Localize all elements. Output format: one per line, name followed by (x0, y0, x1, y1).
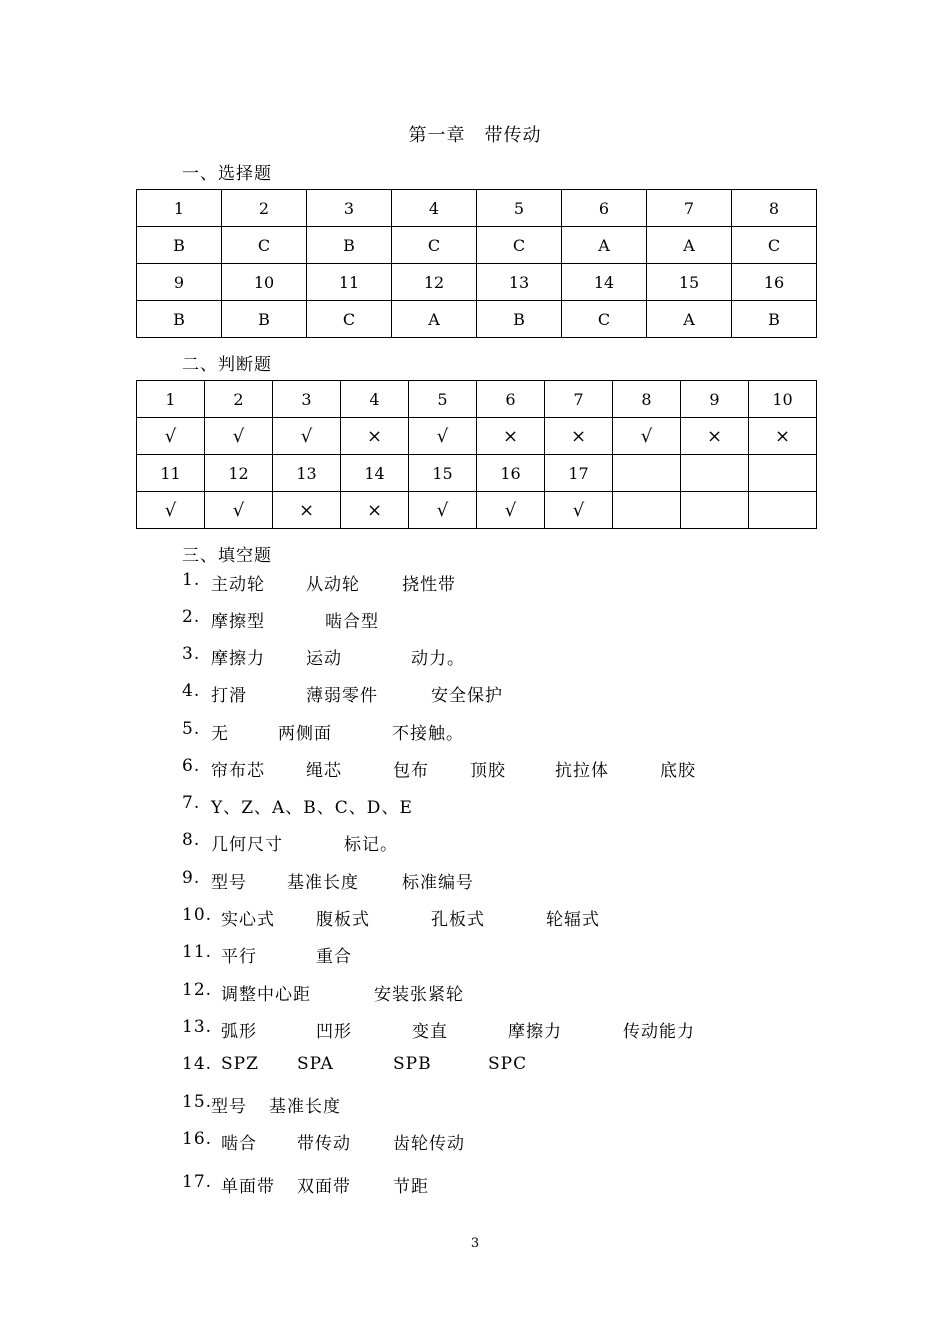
question-number-cell: 2 (205, 381, 273, 418)
answer-cell: B (732, 301, 817, 338)
fill-in-answer-text: Y、Z、A、B、C、D、E (211, 798, 413, 818)
answer-cell (681, 492, 749, 529)
table-row (137, 301, 817, 338)
question-number-cell: 1 (137, 381, 205, 418)
fill-in-item-number: 4. (182, 681, 201, 701)
answer-cell: C (477, 227, 562, 264)
question-number-cell: 11 (137, 455, 205, 492)
answer-cell: C (392, 227, 477, 264)
answer-cell: √ (137, 418, 205, 455)
fill-in-item-number: 10. (182, 905, 213, 925)
question-number-cell: 7 (647, 190, 732, 227)
section-heading-judge: 二、判断题 (182, 355, 272, 375)
answer-cell: A (392, 301, 477, 338)
fill-in-answer-text: 打滑 (211, 686, 247, 706)
answer-cell: B (477, 301, 562, 338)
fill-in-answer-text: 啮合型 (325, 612, 379, 632)
question-number-cell: 16 (732, 264, 817, 301)
page-number: 3 (470, 1236, 480, 1251)
answer-cell: √ (409, 418, 477, 455)
fill-in-answer-text: 帘布芯 (211, 761, 265, 781)
answer-cell: C (562, 301, 647, 338)
question-number-cell: 12 (392, 264, 477, 301)
table-row (137, 227, 817, 264)
fill-in-answer-text: 变直 (412, 1022, 448, 1042)
fill-in-answer-text: SPA (297, 1054, 334, 1074)
answer-cell: A (647, 301, 732, 338)
fill-in-answer-text: 抗拉体 (555, 761, 609, 781)
fill-in-item-number: 14. (182, 1054, 213, 1074)
table-row (137, 492, 817, 529)
question-number-cell: 3 (307, 190, 392, 227)
question-number-cell (613, 455, 681, 492)
question-number-cell: 13 (273, 455, 341, 492)
fill-in-item-number: 8. (182, 830, 201, 850)
fill-in-answer-text: 运动 (306, 649, 342, 669)
fill-in-answer-text: 重合 (316, 947, 352, 967)
fill-in-item-number: 17. (182, 1172, 213, 1192)
fill-in-answer-text: 包布 (393, 761, 429, 781)
answer-cell: B (137, 301, 222, 338)
answer-cell (749, 492, 817, 529)
answer-cell: B (307, 227, 392, 264)
fill-in-answer-text: 摩擦力 (508, 1022, 562, 1042)
fill-in-answer-text: 无 (211, 724, 229, 744)
answer-cell: √ (273, 418, 341, 455)
question-number-cell: 10 (749, 381, 817, 418)
question-number-cell: 15 (647, 264, 732, 301)
fill-in-answer-text: 腹板式 (316, 910, 370, 930)
fill-in-answer-text: 孔板式 (431, 910, 485, 930)
answer-cell: × (477, 418, 545, 455)
section-heading-choice: 一、选择题 (182, 164, 272, 184)
answer-cell: √ (205, 492, 273, 529)
table-row (137, 418, 817, 455)
question-number-cell: 4 (392, 190, 477, 227)
fill-in-answer-text: 型号 (211, 1097, 247, 1117)
fill-in-item-number: 2. (182, 607, 201, 627)
answer-cell (613, 492, 681, 529)
fill-in-answer-text: 薄弱零件 (306, 686, 378, 706)
question-number-cell: 6 (562, 190, 647, 227)
fill-in-answer-text: 型号 (211, 873, 247, 893)
answer-cell: B (137, 227, 222, 264)
table-row (137, 381, 817, 418)
question-number-cell: 15 (409, 455, 477, 492)
fill-in-answer-text: 两侧面 (278, 724, 332, 744)
fill-in-answer-text: 绳芯 (306, 761, 342, 781)
fill-in-item-number: 12. (182, 980, 213, 1000)
answer-cell: √ (137, 492, 205, 529)
question-number-cell: 8 (613, 381, 681, 418)
question-number-cell: 9 (137, 264, 222, 301)
fill-in-item-number: 9. (182, 868, 201, 888)
question-number-cell: 13 (477, 264, 562, 301)
fill-in-answer-text: 顶胶 (470, 761, 506, 781)
fill-in-answer-text: 传动能力 (623, 1022, 695, 1042)
fill-in-answer-text: 弧形 (221, 1022, 257, 1042)
answer-cell: C (732, 227, 817, 264)
section-heading-fill: 三、填空题 (182, 546, 272, 566)
question-number-cell: 5 (409, 381, 477, 418)
answer-cell: B (222, 301, 307, 338)
answer-cell: A (562, 227, 647, 264)
question-number-cell (681, 455, 749, 492)
choice-answer-table (136, 189, 817, 338)
answer-cell: C (307, 301, 392, 338)
question-number-cell: 16 (477, 455, 545, 492)
answer-cell: × (681, 418, 749, 455)
fill-in-item-number: 16. (182, 1129, 213, 1149)
fill-in-answer-text: 节距 (393, 1177, 429, 1197)
answer-cell: × (341, 418, 409, 455)
answer-cell: √ (613, 418, 681, 455)
answer-cell: × (545, 418, 613, 455)
answer-cell: √ (409, 492, 477, 529)
answer-cell: C (222, 227, 307, 264)
question-number-cell: 3 (273, 381, 341, 418)
fill-in-item-number: 5. (182, 719, 201, 739)
fill-in-item-number: 15. (182, 1092, 213, 1112)
fill-in-answer-text: SPC (488, 1054, 528, 1074)
fill-in-answer-text: 几何尺寸 (211, 835, 283, 855)
fill-in-answer-text: 不接触。 (392, 724, 464, 744)
chapter-title: 第一章 带传动 (408, 125, 542, 146)
fill-in-item-number: 1. (182, 570, 201, 590)
question-number-cell: 10 (222, 264, 307, 301)
table-row (137, 264, 817, 301)
question-number-cell: 11 (307, 264, 392, 301)
question-number-cell: 5 (477, 190, 562, 227)
fill-in-answer-text: 齿轮传动 (393, 1134, 465, 1154)
fill-in-answer-text: 带传动 (297, 1134, 351, 1154)
table-row (137, 190, 817, 227)
fill-in-answer-text: 平行 (221, 947, 257, 967)
judge-answer-table (136, 380, 817, 529)
fill-in-answer-text: 基准长度 (287, 873, 359, 893)
question-number-cell: 14 (562, 264, 647, 301)
question-number-cell: 6 (477, 381, 545, 418)
fill-in-answer-text: 从动轮 (306, 575, 360, 595)
fill-in-answer-text: 安全保护 (431, 686, 503, 706)
fill-in-answer-text: 摩擦型 (211, 612, 265, 632)
fill-in-answer-text: 挠性带 (402, 575, 456, 595)
answer-cell: A (647, 227, 732, 264)
fill-in-answer-text: 双面带 (297, 1177, 351, 1197)
answer-cell: √ (205, 418, 273, 455)
question-number-cell: 8 (732, 190, 817, 227)
fill-in-answer-text: 啮合 (221, 1134, 257, 1154)
question-number-cell: 2 (222, 190, 307, 227)
question-number-cell: 7 (545, 381, 613, 418)
fill-in-answer-text: 调整中心距 (221, 985, 311, 1005)
fill-in-answer-text: SPZ (221, 1054, 259, 1074)
fill-in-answer-text: 主动轮 (211, 575, 265, 595)
fill-in-answer-text: 基准长度 (269, 1097, 341, 1117)
fill-in-item-number: 11. (182, 942, 213, 962)
fill-in-answer-text: 安装张紧轮 (374, 985, 464, 1005)
answer-cell: × (749, 418, 817, 455)
fill-in-answer-text: 摩擦力 (211, 649, 265, 669)
fill-in-answer-text: 动力。 (411, 649, 465, 669)
fill-in-answer-text: 标准编号 (402, 873, 474, 893)
question-number-cell: 4 (341, 381, 409, 418)
fill-in-answer-text: SPB (393, 1054, 432, 1074)
fill-in-answer-text: 标记。 (344, 835, 398, 855)
table-row (137, 455, 817, 492)
question-number-cell: 1 (137, 190, 222, 227)
fill-in-answer-text: 单面带 (221, 1177, 275, 1197)
answer-cell: √ (477, 492, 545, 529)
question-number-cell (749, 455, 817, 492)
fill-in-answer-text: 凹形 (316, 1022, 352, 1042)
question-number-cell: 12 (205, 455, 273, 492)
question-number-cell: 17 (545, 455, 613, 492)
answer-cell: √ (545, 492, 613, 529)
fill-in-answer-text: 轮辐式 (546, 910, 600, 930)
question-number-cell: 9 (681, 381, 749, 418)
fill-in-item-number: 13. (182, 1017, 213, 1037)
answer-cell: × (341, 492, 409, 529)
answer-cell: × (273, 492, 341, 529)
question-number-cell: 14 (341, 455, 409, 492)
fill-in-item-number: 3. (182, 644, 201, 664)
fill-in-answer-text: 实心式 (221, 910, 275, 930)
fill-in-item-number: 7. (182, 793, 201, 813)
fill-in-answer-text: 底胶 (660, 761, 696, 781)
fill-in-item-number: 6. (182, 756, 201, 776)
